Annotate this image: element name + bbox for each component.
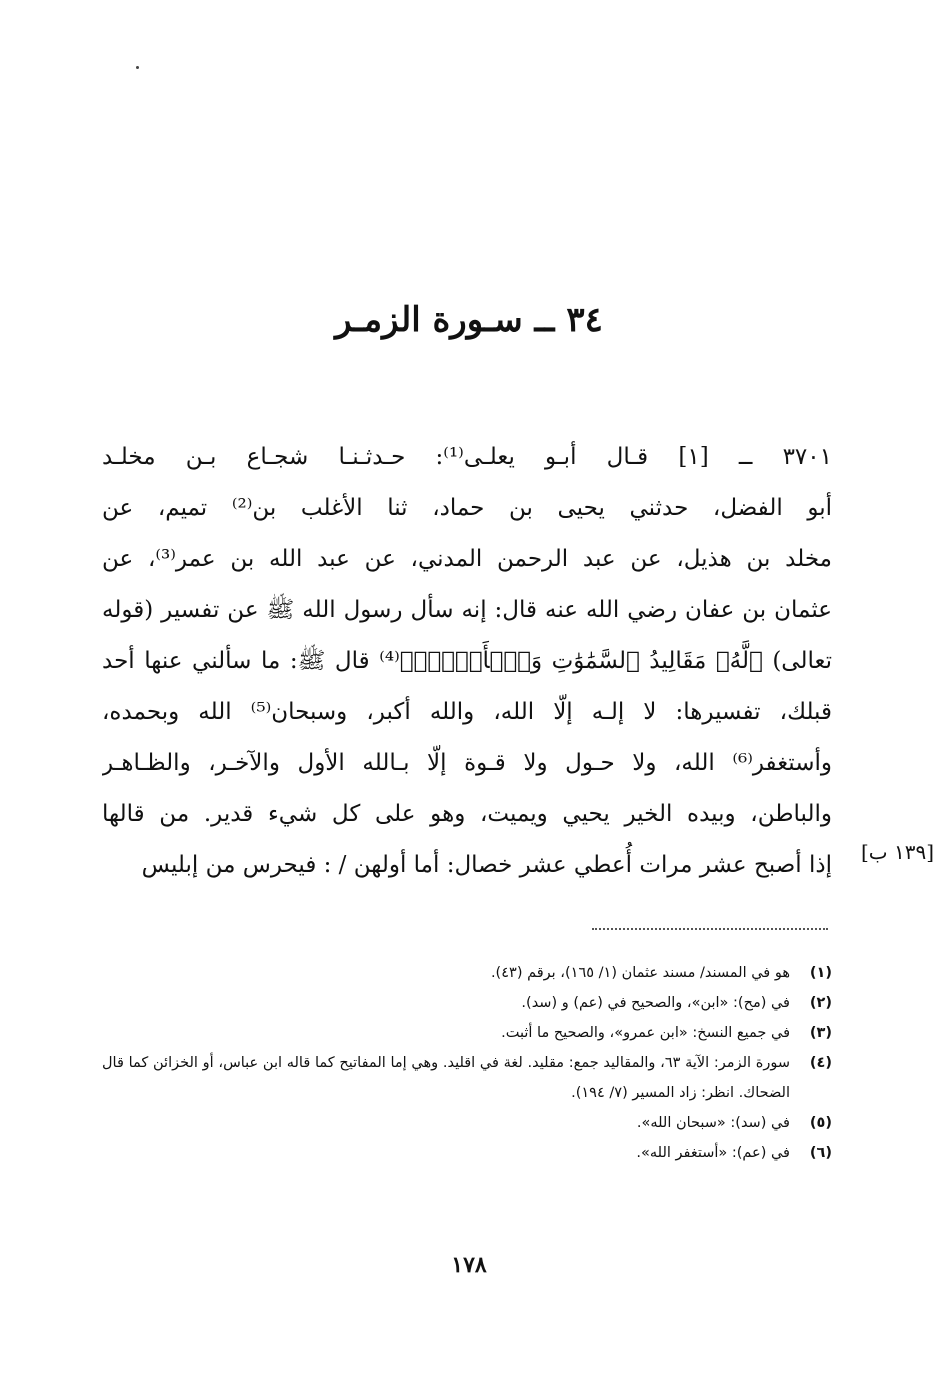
- footnotes: [102, 958, 832, 1168]
- hadith-text: [102, 432, 832, 891]
- footnote-number: (٣): [809, 1025, 832, 1041]
- footnote-text: في جميع النسخ: «ابن عمرو»، والصحيح ما أثبت.: [501, 1025, 790, 1041]
- footnote-text: في (سد): «سبحان الله».: [636, 1115, 790, 1131]
- footnote-text: في (مح): «ابن»، والصحيح في (عم) و (سد).: [521, 995, 790, 1011]
- scan-speck: [136, 66, 139, 69]
- footnote-item: [102, 988, 832, 1018]
- footnote-item: [102, 1108, 832, 1138]
- footnote-text: سورة الزمر: الآية ٦٣، والمقاليد جمع: مقليد. لغة في اقليد. وهي إما المفاتيح كما قاله ابن عباس، أو الخزائن كما قال الضحاك. انظر: زاد المسير (٧/ ١٩٤).: [102, 1055, 790, 1101]
- text-line: قبلك، تفسيرها: لا إلـه إلّا الله، والله أكبر، وسبحان⁽⁵⁾ الله وبحمده،: [102, 699, 832, 725]
- manuscript-folio-note: [١٣٩ ب]: [860, 840, 934, 864]
- text-line: ٣٧٠١ ــ [١] قـال أبـو يعلـى⁽¹⁾: حـدثـنـا شجـاع بـن مخلـد: [102, 444, 832, 470]
- text-line: تعالى) ﴿لَّهُۥ مَقَالِيدُ ٱلسَّمَٰوَٰتِ وَٱلۡأَرۡضِۗ﴾⁽⁴⁾ قال ﷺ: ما سألني عنها أحد: [102, 648, 832, 674]
- footnote-item: [102, 1138, 832, 1168]
- footnote-item: [102, 958, 832, 988]
- text-line: مخلد بن هذيل، عن عبد الرحمن المدني، عن عبد الله بن عمر⁽³⁾، عن: [102, 546, 832, 572]
- footnote-number: (٢): [809, 995, 832, 1011]
- footnote-text: هو في المسند/ مسند عثمان (١/ ١٦٥)، برقم (٤٣).: [490, 965, 790, 981]
- text-line: والباطن، وبيده الخير يحيي ويميت، وهو على كل شيء قدير. من قالها: [102, 801, 832, 827]
- footnote-number: (٥): [809, 1115, 832, 1131]
- footnote-number: (١): [809, 965, 832, 981]
- footnote-item: [102, 1018, 832, 1048]
- text-line: أبو الفضل، حدثني يحيى بن حماد، ثنا الأغلب بن⁽²⁾ تميم، عن: [102, 495, 832, 521]
- footnote-separator: [592, 928, 828, 930]
- footnote-number: (٦): [809, 1145, 832, 1161]
- footnote-item: [102, 1048, 832, 1108]
- footnote-text: في (عم): «أستغفر الله».: [636, 1145, 790, 1161]
- footnote-number: (٤): [809, 1055, 832, 1071]
- text-line: إذا أصبح عشر مرات أُعطي عشر خصال: أما أولهن / : فيحرس من إبليس: [141, 852, 832, 878]
- text-line: وأستغفر⁽⁶⁾ الله، ولا حـول ولا قـوة إلّا بـالله الأول والآخـر، والظـاهـر: [102, 750, 832, 776]
- page-number: ١٧٨: [451, 1252, 487, 1278]
- chapter-title: ٣٤ ــ سـورة الزمـر: [335, 300, 603, 340]
- text-line: عثمان بن عفان رضي الله عنه قال: إنه سأل رسول الله ﷺ عن تفسير (قوله: [102, 597, 832, 623]
